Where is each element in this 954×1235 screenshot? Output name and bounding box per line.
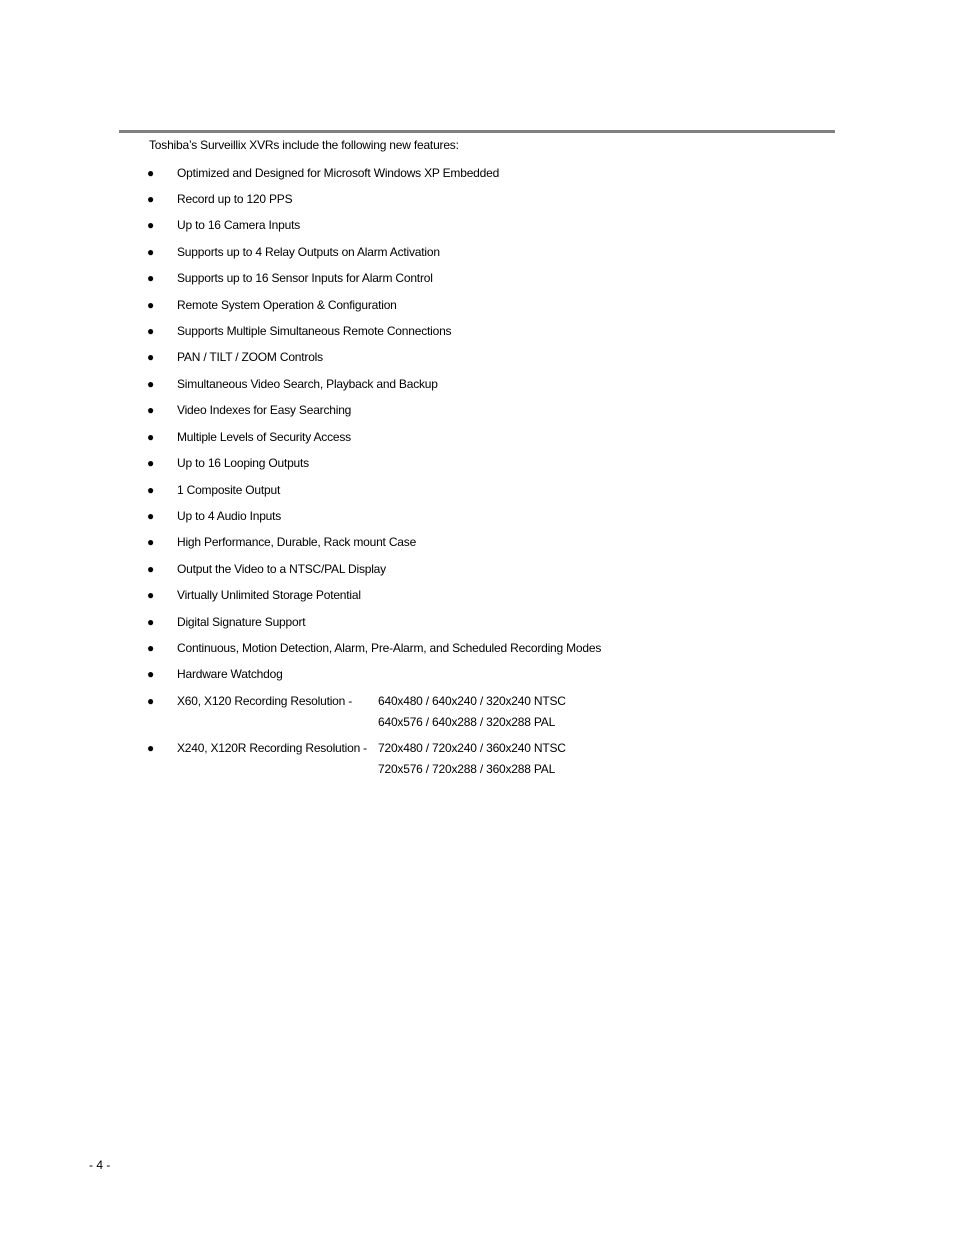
feature-label: Up to 16 Looping Outputs (177, 456, 309, 470)
bullet-icon: ● (147, 483, 155, 497)
resolution-ntsc: 720x480 / 720x240 / 360x240 NTSC (378, 741, 566, 755)
feature-label: Multiple Levels of Security Access (177, 430, 351, 444)
bullet-icon: ● (147, 562, 155, 576)
feature-label: PAN / TILT / ZOOM Controls (177, 350, 323, 364)
bullet-icon: ● (147, 350, 155, 364)
feature-label: Virtually Unlimited Storage Potential (177, 588, 361, 602)
feature-label: Record up to 120 PPS (177, 192, 293, 206)
resolution-label: X240, X120R Recording Resolution - (177, 741, 367, 755)
feature-label: Remote System Operation & Configuration (177, 298, 397, 312)
feature-label: Up to 4 Audio Inputs (177, 509, 282, 523)
feature-label: Supports up to 4 Relay Outputs on Alarm Activation (177, 245, 440, 259)
feature-label: Hardware Watchdog (177, 667, 283, 681)
bullet-icon: ● (147, 430, 155, 444)
bullet-icon: ● (147, 403, 155, 417)
bullet-icon: ● (147, 694, 155, 708)
feature-label: Supports Multiple Simultaneous Remote Connections (177, 324, 452, 338)
bullet-icon: ● (147, 456, 155, 470)
page-number: - 4 - (89, 1158, 111, 1172)
bullet-icon: ● (147, 741, 155, 755)
feature-label: Output the Video to a NTSC/PAL Display (177, 562, 386, 576)
bullet-icon: ● (147, 615, 155, 629)
resolution-ntsc: 640x480 / 640x240 / 320x240 NTSC (378, 694, 566, 708)
feature-label: High Performance, Durable, Rack mount Case (177, 535, 417, 549)
bullet-icon: ● (147, 166, 155, 180)
intro-text: Toshiba’s Surveillix XVRs include the following new features: (149, 138, 459, 152)
bullet-icon: ● (147, 245, 155, 259)
resolution-pal: 720x576 / 720x288 / 360x288 PAL (378, 762, 556, 776)
feature-label: Supports up to 16 Sensor Inputs for Alarm Control (177, 271, 433, 285)
feature-label: 1 Composite Output (177, 483, 281, 497)
bullet-icon: ● (147, 298, 155, 312)
bullet-icon: ● (147, 218, 155, 232)
bullet-icon: ● (147, 588, 155, 602)
feature-label: Continuous, Motion Detection, Alarm, Pre-Alarm, and Scheduled Recording Modes (177, 641, 602, 655)
bullet-icon: ● (147, 641, 155, 655)
feature-label: Video Indexes for Easy Searching (177, 403, 352, 417)
bullet-icon: ● (147, 667, 155, 681)
bullet-icon: ● (147, 271, 155, 285)
resolution-label: X60, X120 Recording Resolution - (177, 694, 353, 708)
resolution-pal: 640x576 / 640x288 / 320x288 PAL (378, 715, 556, 729)
feature-label: Optimized and Designed for Microsoft Windows XP Embedded (177, 166, 500, 180)
bullet-icon: ● (147, 509, 155, 523)
bullet-icon: ● (147, 324, 155, 338)
feature-label: Simultaneous Video Search, Playback and Backup (177, 377, 438, 391)
bullet-icon: ● (147, 192, 155, 206)
feature-label: Up to 16 Camera Inputs (177, 218, 301, 232)
bullet-icon: ● (147, 377, 155, 391)
feature-label: Digital Signature Support (177, 615, 306, 629)
header-rule (119, 130, 835, 133)
bullet-icon: ● (147, 535, 155, 549)
